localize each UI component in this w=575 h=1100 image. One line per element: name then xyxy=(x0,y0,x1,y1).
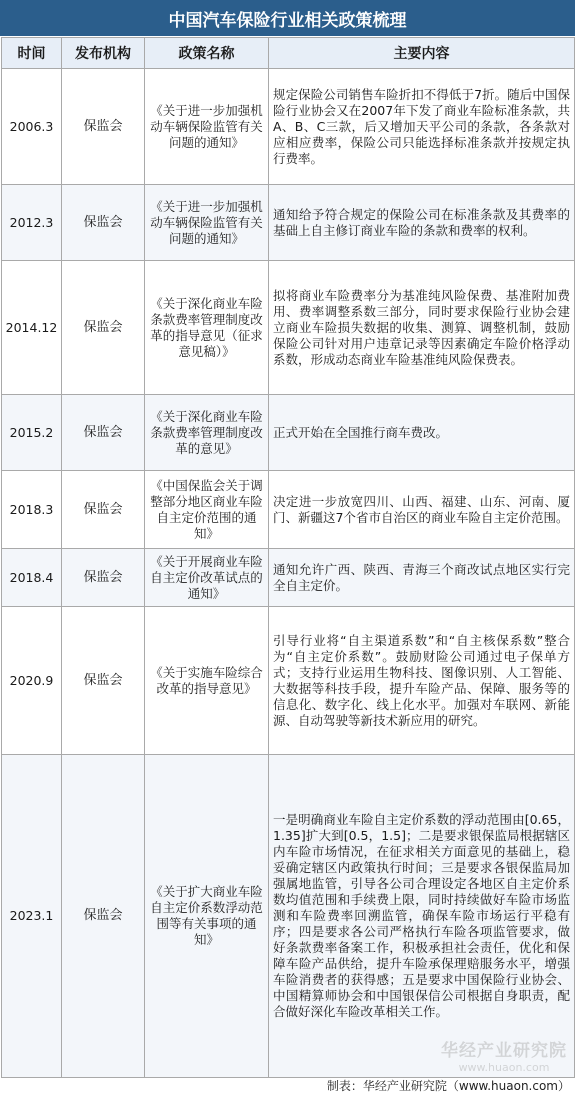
policy-table xyxy=(1,37,575,1078)
cell-date: 2018.4 xyxy=(2,549,62,607)
header-content: 主要内容 xyxy=(269,38,575,69)
cell-content: 规定保险公司销售车险折扣不得低于7折。随后中国保险行业协会又在2007年下发了商业车险标准条款，共A、B、C三款，后又增加天平公司的条款，各条款对应相应费率，保险公司只能选择标准条款并按规定执行费率。 xyxy=(269,69,575,185)
cell-org: 保监会 xyxy=(62,607,145,755)
cell-policy-name: 《关于实施车险综合改革的指导意见》 xyxy=(145,607,269,755)
cell-org: 保监会 xyxy=(62,395,145,471)
table-title: 中国汽车保险行业相关政策梳理 xyxy=(0,0,575,36)
cell-date: 2023.1 xyxy=(2,755,62,1078)
header-row xyxy=(2,38,575,69)
watermark-url: www.huaon.com xyxy=(458,1061,550,1074)
cell-date: 2020.9 xyxy=(2,607,62,755)
table-row xyxy=(2,395,575,471)
cell-date: 2014.12 xyxy=(2,261,62,395)
cell-date: 2012.3 xyxy=(2,185,62,261)
cell-date: 2018.3 xyxy=(2,471,62,549)
cell-org: 保监会 xyxy=(62,185,145,261)
cell-date: 2015.2 xyxy=(2,395,62,471)
source-note: 制表：华经产业研究院（www.huaon.com） xyxy=(326,1079,570,1093)
cell-org: 保监会 xyxy=(62,471,145,549)
table-row xyxy=(2,69,575,185)
cell-content: 通知允许广西、陕西、青海三个商改试点地区实行完全自主定价。 xyxy=(269,549,575,607)
table-row xyxy=(2,261,575,395)
cell-content: 决定进一步放宽四川、山西、福建、山东、河南、厦门、新疆这7个省市自治区的商业车险自主定价范围。 xyxy=(269,471,575,549)
header-policy-name: 政策名称 xyxy=(145,38,269,69)
cell-content: 引导行业将“自主渠道系数”和“自主核保系数”整合为“自主定价系数”。鼓励财险公司通过电子保单方式；支持行业运用生物科技、图像识别、人工智能、大数据等科技手段，提升车险产品、保障、服务等的信息化、数字化、线上化水平。加强对车联网、新能源、自动驾驶等新技术新应用的研究。 xyxy=(269,607,575,755)
table-row xyxy=(2,755,575,1078)
cell-policy-name: 《关于深化商业车险条款费率管理制度改革的意见》 xyxy=(145,395,269,471)
cell-policy-name: 《关于深化商业车险条款费率管理制度改革的指导意见（征求意见稿）》 xyxy=(145,261,269,395)
watermark-name: 华经产业研究院 xyxy=(441,1041,567,1061)
cell-policy-name: 《关于扩大商业车险自主定价系数浮动范围等有关事项的通知》 xyxy=(145,755,269,1078)
cell-content: 通知给予符合规定的保险公司在标准条款及其费率的基础上自主修订商业车险的条款和费率的权利。 xyxy=(269,185,575,261)
table-row xyxy=(2,185,575,261)
cell-org: 保监会 xyxy=(62,549,145,607)
cell-content: 一是明确商业车险自主定价系数的浮动范围由[0.65，1.35]扩大到[0.5，1.5]；二是要求银保监局根据辖区内车险市场情况，在征求相关方面意见的基础上，稳妥确定辖区内政策执行时间；三是要求各银保监局加强属地监管，引导各公司合理设定各地区自主定价系数均值范围和手续费上限，同时持续做好车险市场监测和车险费率回溯监管，确保车险市场运行平稳有序；四是要求各公司严格执行车险各项监管要求，做好条款费率备案工作，积极承担社会责任，优化和保障车险产品供给，提升车险承保理赔服务水平，增强车险消费者的获得感；五是要求中国保险行业协会、中国精算师协会和中国银保信公司根据自身职责，配合做好深化车险改革相关工作。 xyxy=(269,755,575,1078)
table-row xyxy=(2,607,575,755)
cell-content: 正式开始在全国推行商车费改。 xyxy=(269,395,575,471)
header-date: 时间 xyxy=(2,38,62,69)
table-row xyxy=(2,471,575,549)
header-org: 发布机构 xyxy=(62,38,145,69)
cell-policy-name: 《关于进一步加强机动车辆保险监管有关问题的通知》 xyxy=(145,69,269,185)
cell-content: 拟将商业车险费率分为基准纯风险保费、基准附加费用、费率调整系数三部分，同时要求保险行业协会建立商业车险损失数据的收集、测算、调整机制，鼓励保险公司针对用户违章记录等因素确定车险价格浮动系数，形成动态商业车险基准纯风险保费表。 xyxy=(269,261,575,395)
cell-policy-name: 《关于进一步加强机动车辆保险监管有关问题的通知》 xyxy=(145,185,269,261)
cell-policy-name: 《关于开展商业车险自主定价改革试点的通知》 xyxy=(145,549,269,607)
table-row xyxy=(2,549,575,607)
cell-org: 保监会 xyxy=(62,755,145,1078)
cell-org: 保监会 xyxy=(62,261,145,395)
cell-policy-name: 《中国保监会关于调整部分地区商业车险自主定价范围的通知》 xyxy=(145,471,269,549)
cell-date: 2006.3 xyxy=(2,69,62,185)
cell-org: 保监会 xyxy=(62,69,145,185)
